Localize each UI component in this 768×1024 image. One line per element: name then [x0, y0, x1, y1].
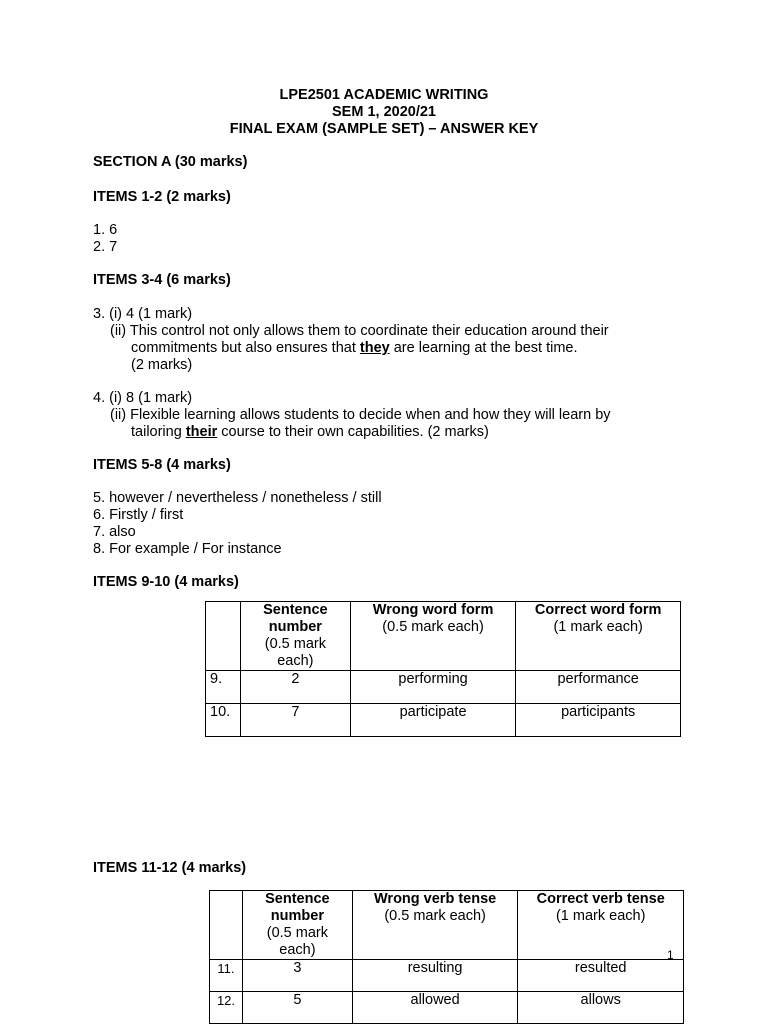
- items-11-12-heading: ITEMS 11-12 (4 marks): [93, 860, 247, 876]
- answer-3-i: 3. (i) 4 (1 mark): [93, 306, 193, 322]
- sentence-number: 7: [240, 704, 350, 737]
- wrong-word: participate: [350, 704, 516, 737]
- answer-3-ii-keyword: they: [359, 340, 390, 356]
- correct-word: performance: [516, 671, 681, 704]
- answer-6: 6. Firstly / first: [93, 507, 184, 523]
- answer-4-ii-text-end: course to their own capabilities. (2 marks): [217, 424, 489, 440]
- answer-4-ii-text: tailoring: [131, 424, 186, 440]
- answer-3-ii-marks: (2 marks): [131, 357, 193, 373]
- header-blank: [210, 891, 243, 960]
- sentence-number: 2: [240, 671, 350, 704]
- answer-1: 1. 6: [93, 222, 118, 238]
- items-1-2-heading: ITEMS 1-2 (2 marks): [93, 189, 231, 205]
- verb-tense-table: [209, 890, 684, 1024]
- sentence-number: 3: [242, 960, 352, 992]
- answer-3-ii-line2: [131, 340, 578, 357]
- row-number: 10.: [206, 704, 241, 737]
- word-form-table: [205, 601, 681, 737]
- header-correct-verb-tense: Correct verb tense (1 mark each): [518, 891, 684, 960]
- table-row: [210, 992, 684, 1024]
- items-3-4-heading: ITEMS 3-4 (6 marks): [93, 272, 231, 288]
- page-number: 1: [667, 948, 674, 962]
- sentence-number: 5: [242, 992, 352, 1024]
- row-number: 11.: [210, 960, 243, 992]
- answer-3-ii-text: commitments but also ensures that: [131, 340, 360, 356]
- header-wrong-word-form: Wrong word form (0.5 mark each): [350, 602, 516, 671]
- table-header-row: [210, 891, 684, 960]
- table-header-row: [206, 602, 681, 671]
- table-row: [210, 960, 684, 992]
- header-blank: [206, 602, 241, 671]
- answer-5: 5. however / nevertheless / nonetheless / still: [93, 490, 382, 506]
- answer-3-ii-text-end: are learning at the best time.: [389, 340, 578, 356]
- row-number: 9.: [206, 671, 241, 704]
- items-9-10-heading: ITEMS 9-10 (4 marks): [93, 574, 239, 590]
- header-sentence-number: Sentence number (0.5 mark each): [240, 602, 350, 671]
- row-number: 12.: [210, 992, 243, 1024]
- wrong-word: performing: [350, 671, 516, 704]
- answer-4-ii-keyword: their: [185, 424, 218, 440]
- answer-8: 8. For example / For instance: [93, 541, 282, 557]
- answer-3-ii-line1: (ii) This control not only allows them to coordinate their education around their: [110, 323, 609, 339]
- header-correct-word-form: Correct word form (1 mark each): [516, 602, 681, 671]
- wrong-verb: resulting: [352, 960, 518, 992]
- exam-title: FINAL EXAM (SAMPLE SET) – ANSWER KEY: [229, 121, 539, 137]
- answer-4-ii-line2: [131, 424, 489, 441]
- table-row: [206, 704, 681, 737]
- answer-4-i: 4. (i) 8 (1 mark): [93, 390, 193, 406]
- answer-2: 2. 7: [93, 239, 118, 255]
- section-a-heading: SECTION A (30 marks): [93, 154, 248, 170]
- header-wrong-verb-tense: Wrong verb tense (0.5 mark each): [352, 891, 518, 960]
- header-sentence-number: Sentence number (0.5 mark each): [242, 891, 352, 960]
- answer-7: 7. also: [93, 524, 136, 540]
- correct-verb: allows: [518, 992, 684, 1024]
- correct-word: participants: [516, 704, 681, 737]
- wrong-verb: allowed: [352, 992, 518, 1024]
- table-row: [206, 671, 681, 704]
- correct-verb: resulted: [518, 960, 684, 992]
- course-title: LPE2501 ACADEMIC WRITING: [279, 87, 489, 103]
- items-5-8-heading: ITEMS 5-8 (4 marks): [93, 457, 231, 473]
- semester-title: SEM 1, 2020/21: [332, 104, 436, 120]
- answer-4-ii-line1: (ii) Flexible learning allows students to decide when and how they will learn by: [110, 407, 611, 423]
